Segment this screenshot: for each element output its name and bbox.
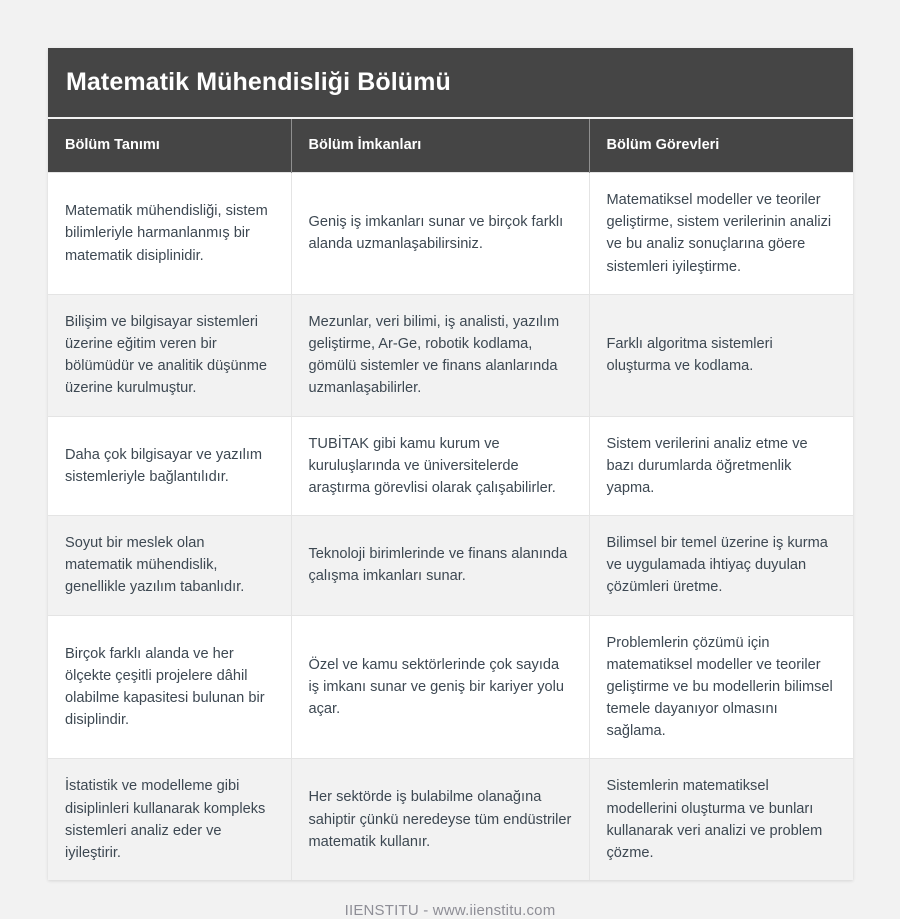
table-row [48,173,853,295]
table-row [48,416,853,516]
cell-bolum-tanimi: Soyut bir meslek olan matematik mühendislik, genellikle yazılım tabanlıdır. [48,516,291,616]
cell-bolum-gorevleri: Farklı algoritma sistemleri oluşturma ve kodlama. [589,294,853,416]
footer-attribution: IIENSTITU - www.iienstitu.com [344,902,556,919]
table-row [48,615,853,759]
page-title: Matematik Mühendisliği Bölümü [48,48,853,119]
cell-bolum-gorevleri: Sistem verilerini analiz etme ve bazı durumlarda öğretmenlik yapma. [589,416,853,516]
cell-bolum-imkanlari: TUBİTAK gibi kamu kurum ve kuruluşlarında ve üniversitelerde araştırma görevlisi olarak çalışabilirler. [291,416,589,516]
cell-bolum-gorevleri: Matematiksel modeller ve teoriler geliştirme, sistem verilerinin analizi ve bu analiz sonuçlarına göere sistemleri iyileştirme. [589,173,853,295]
cell-bolum-tanimi: Birçok farklı alanda ve her ölçekte çeşitli projelere dâhil olabilme kapasitesi bulunan bir disiplindir. [48,615,291,759]
table-row [48,516,853,616]
table-row [48,759,853,880]
column-header-bolum-tanimi: Bölüm Tanımı [48,119,291,173]
cell-bolum-imkanlari: Özel ve kamu sektörlerinde çok sayıda iş imkanı sunar ve geniş bir kariyer yolu açar. [291,615,589,759]
cell-bolum-imkanlari: Teknoloji birimlerinde ve finans alanında çalışma imkanları sunar. [291,516,589,616]
cell-bolum-tanimi: Bilişim ve bilgisayar sistemleri üzerine eğitim veren bir bölümüdür ve analitik düşünme üzerine kurulmuştur. [48,294,291,416]
cell-bolum-gorevleri: Problemlerin çözümü için matematiksel modeller ve teoriler geliştirme ve bu modellerin bilimsel temele dayanıyor olmasını sağlama. [589,615,853,759]
cell-bolum-imkanlari: Her sektörde iş bulabilme olanağına sahiptir çünkü neredeyse tüm endüstriler matematik kullanır. [291,759,589,880]
column-header-bolum-gorevleri: Bölüm Görevleri [589,119,853,173]
cell-bolum-gorevleri: Bilimsel bir temel üzerine iş kurma ve uygulamada ihtiyaç duyulan çözümleri üretme. [589,516,853,616]
table-header-row [48,119,853,173]
cell-bolum-imkanlari: Mezunlar, veri bilimi, iş analisti, yazılım geliştirme, Ar-Ge, robotik kodlama, gömülü sistemler ve finans alanlarında uzmanlaşabilirler. [291,294,589,416]
cell-bolum-imkanlari: Geniş iş imkanları sunar ve birçok farklı alanda uzmanlaşabilirsiniz. [291,173,589,295]
table-header [48,119,853,173]
department-info-table [48,119,853,880]
column-header-bolum-imkanlari: Bölüm İmkanları [291,119,589,173]
table-row [48,294,853,416]
table-body [48,173,853,880]
cell-bolum-tanimi: Matematik mühendisliği, sistem bilimleriyle harmanlanmış bir matematik disiplinidir. [48,173,291,295]
info-table-card [48,48,853,880]
cell-bolum-tanimi: Daha çok bilgisayar ve yazılım sistemleriyle bağlantılıdır. [48,416,291,516]
cell-bolum-tanimi: İstatistik ve modelleme gibi disiplinleri kullanarak kompleks sistemleri analiz eder ve iyileştirir. [48,759,291,880]
cell-bolum-gorevleri: Sistemlerin matematiksel modellerini oluşturma ve bunları kullanarak veri analizi ve problem çözme. [589,759,853,880]
